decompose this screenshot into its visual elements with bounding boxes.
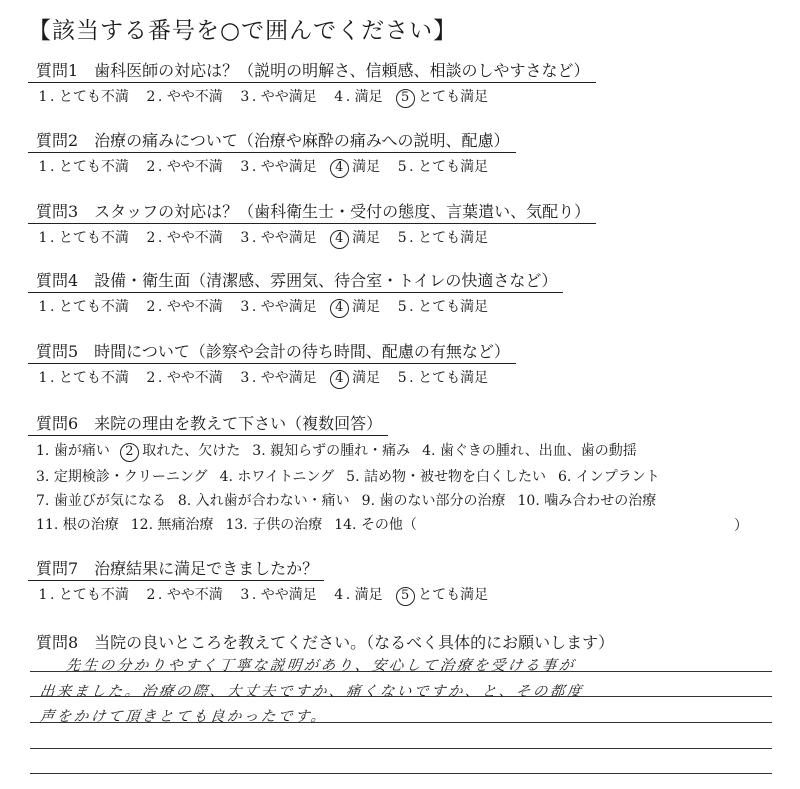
reason-option[interactable]: 10. 噛み合わせの治療 [517,493,657,509]
rating-option[interactable]: 5 . とても満足 [395,156,488,176]
circled-number: 4 [330,230,349,249]
reason-label: 親知らずの腫れ・痛み [270,443,411,459]
reason-label: 定期検診・クリーニング [53,469,208,485]
option-number: 1 [38,159,48,175]
option-label: やや不満 [166,230,223,246]
reason-option[interactable]: 14. その他（ [334,517,417,533]
option-number: 5 [346,469,356,485]
option-number: 2 [146,230,156,246]
question-3-title: 質問3 スタッフの対応は？（歯科衛生士・受付の態度、言葉遣い、気配り） [28,199,596,224]
handwritten-answer-line-1: 先生の分かりやすく丁寧な説明があり、安心して治療を受ける事が [65,658,577,674]
option-label: とても不満 [58,89,129,105]
handwritten-answer-line-2: 出来ました。治療の際、大丈夫ですか、痛くないですか、と、その都度 [39,684,585,700]
option-label: とても不満 [58,587,129,603]
option-label: やや満足 [260,159,317,175]
rating-option[interactable]: 4 . 満足 [332,584,383,604]
option-number: 5 [397,230,407,246]
rating-option[interactable]: 3 . やや満足 [238,296,317,316]
circled-number: 5 [396,587,415,606]
reason-label: 根の治療 [62,517,119,533]
question-6-title: 質問6 来院の理由を教えて下さい（複数回答） [28,411,388,436]
question-4-options [28,296,788,318]
question-2-options [28,156,788,178]
reason-label: 噛み合わせの治療 [544,493,657,509]
reason-label: インプラント [575,469,660,485]
option-number: 9 [361,493,371,509]
reason-label: 歯並びが気になる [53,493,166,509]
reason-option[interactable]: 5. 詰め物・被せ物を白くしたい [346,469,546,485]
question-7 [28,556,788,606]
rating-option-selected[interactable] [398,584,488,606]
option-number: 6 [557,469,567,485]
reason-option[interactable]: 3. 親知らずの腫れ・痛み [252,443,411,459]
option-label: とても不満 [58,370,129,386]
reason-label: 入れ歯が合わない・痛い [195,493,350,509]
rating-option[interactable]: 1 . とても不満 [36,367,129,387]
option-number: 1 [36,443,45,459]
reason-option[interactable]: 6. インプラント [557,469,660,485]
rating-option-selected[interactable] [398,86,488,108]
rating-option-selected[interactable] [332,227,380,249]
question-4 [28,268,788,318]
reason-option[interactable]: 4. 歯ぐきの腫れ、出血、歯の動揺 [422,443,637,459]
option-number: 12 [130,517,149,533]
circled-number: 4 [330,299,349,318]
option-label: とても満足 [418,89,489,105]
option-number: 3 [252,443,262,459]
circled-number: 2 [120,443,139,462]
reason-label: 詰め物・被せ物を白くしたい [363,469,546,485]
rating-option[interactable]: 3 . やや満足 [238,86,317,106]
option-number: 4 [422,443,432,459]
question-3 [28,199,788,249]
option-number: 14 [334,517,353,533]
option-number: 8 [177,493,187,509]
option-number: 11 [36,517,54,533]
option-number: 4 [334,587,344,603]
question-1 [28,58,788,108]
reason-option[interactable]: 9. 歯のない部分の治療 [361,493,506,509]
rating-option[interactable]: 2 . やや不満 [144,367,223,387]
option-label: とても満足 [418,159,489,175]
reason-row [28,440,788,462]
option-label: 満足 [352,299,381,315]
rating-option[interactable]: 2 . やや不満 [144,296,223,316]
reason-option[interactable]: 7. 歯並びが気になる [36,493,166,509]
option-label: とても満足 [418,230,489,246]
rating-option[interactable]: 2 . やや不満 [144,227,223,247]
rating-option[interactable]: 3 . やや満足 [238,227,317,247]
option-label: とても不満 [58,299,129,315]
option-label: やや満足 [260,89,317,105]
option-label: 満足 [352,370,381,386]
reason-option[interactable]: 4. ホワイトニング [219,469,335,485]
rating-option[interactable]: 2 . やや不満 [144,156,223,176]
reason-option[interactable]: 3. 定期検診・クリーニング [36,469,208,485]
reason-option-selected[interactable] [122,440,240,462]
option-number: 3 [240,89,250,105]
option-number: 1 [38,89,48,105]
option-number: 4 [334,89,344,105]
question-3-options [28,227,788,249]
question-6-options [28,440,788,534]
option-label: 満足 [354,89,383,105]
question-6 [28,411,788,534]
rating-option[interactable]: 1 . とても不満 [36,584,129,604]
reason-label: 子供の治療 [252,517,323,533]
reason-option[interactable]: 11. 根の治療 [36,517,119,533]
option-label: やや不満 [166,299,223,315]
reason-row [28,490,788,510]
instruction-header: 【該当する番号を○で囲んでください】 [28,18,458,44]
rating-option[interactable]: 5 . とても満足 [395,296,488,316]
option-number: 3 [240,587,250,603]
circled-number: 4 [330,370,349,389]
question-8 [28,630,788,654]
option-label: やや満足 [260,230,317,246]
other-close-paren: ） [734,518,748,534]
rating-option[interactable]: 1 . とても不満 [36,86,129,106]
option-number: 5 [397,299,407,315]
option-number: 1 [38,299,48,315]
option-number: 5 [397,370,407,386]
option-number: 1 [38,370,48,386]
question-8-title: 質問8 当院の良いところを教えてください。（なるべく具体的にお願いします） [36,633,615,652]
option-number: 2 [146,370,156,386]
option-label: 満足 [352,159,381,175]
rating-option-selected[interactable] [332,296,380,318]
rating-option[interactable]: 1 . とても不満 [36,296,129,316]
answer-line [30,773,772,774]
circled-number: 5 [396,89,415,108]
option-label: やや不満 [166,159,223,175]
rating-option[interactable]: 2 . やや不満 [144,86,223,106]
option-number: 5 [397,159,407,175]
answer-line [30,748,772,749]
reason-option[interactable]: 12. 無痛治療 [130,517,214,533]
option-label: とても不満 [58,230,129,246]
question-4-title: 質問4 設備・衛生面（清潔感、雰囲気、待合室・トイレの快適さなど） [28,268,563,293]
option-number: 3 [36,469,45,485]
reason-label: その他（ [360,517,417,533]
question-5 [28,339,788,389]
option-number: 2 [146,89,156,105]
option-number: 4 [219,469,229,485]
rating-option[interactable]: 1 . とても不満 [36,227,129,247]
option-number: 10 [517,493,536,509]
question-2 [28,128,788,178]
reason-label: 歯が痛い [53,443,110,459]
option-label: 満足 [352,230,381,246]
rating-option-selected[interactable] [332,367,380,389]
question-2-title: 質問2 治療の痛みについて（治療や麻酔の痛みへの説明、配慮） [28,128,516,153]
rating-option[interactable]: 1 . とても不満 [36,156,129,176]
option-label: やや不満 [166,89,223,105]
option-number: 2 [146,299,156,315]
option-number: 3 [240,230,250,246]
rating-option[interactable]: 3 . やや満足 [238,367,317,387]
option-label: とても満足 [418,587,489,603]
option-number: 3 [240,370,250,386]
option-label: 満足 [354,587,383,603]
reason-option[interactable]: 1. 歯が痛い [36,443,110,459]
option-label: やや満足 [260,299,317,315]
reason-option[interactable]: 8. 入れ歯が合わない・痛い [177,493,350,509]
rating-option[interactable]: 4 . 満足 [332,86,383,106]
option-label: やや満足 [260,587,317,603]
reason-label: ホワイトニング [237,469,335,485]
reason-label: 取れた、欠けた [142,443,241,459]
question-1-options [28,86,788,108]
option-number: 2 [146,159,156,175]
circled-number: 4 [330,159,349,178]
option-label: やや不満 [166,587,223,603]
reason-row [28,466,788,486]
handwritten-answer-line-3: 声をかけて頂きとても良かったです。 [39,709,329,725]
reason-option[interactable]: 13. 子供の治療 [225,517,323,533]
reason-label: 歯ぐきの腫れ、出血、歯の動揺 [439,443,637,459]
question-1-title: 質問1 歯科医師の対応は？（説明の明解さ、信頼感、相談のしやすさなど） [28,58,596,83]
option-label: やや満足 [260,370,317,386]
option-number: 3 [240,299,250,315]
option-number: 1 [38,230,48,246]
option-number: 7 [36,493,45,509]
option-label: とても不満 [58,159,129,175]
rating-option[interactable]: 2 . やや不満 [144,584,223,604]
question-5-title: 質問5 時間について（診察や会計の待ち時間、配慮の有無など） [28,339,516,364]
rating-option[interactable]: 3 . やや満足 [238,584,317,604]
option-number: 3 [240,159,250,175]
rating-option-selected[interactable] [332,156,380,178]
question-5-options [28,367,788,389]
reason-label: 歯のない部分の治療 [379,493,506,509]
option-number: 1 [38,587,48,603]
option-number: 13 [225,517,244,533]
rating-option[interactable]: 5 . とても満足 [395,227,488,247]
option-label: とても満足 [418,299,489,315]
question-7-options [28,584,788,606]
reason-label: 無痛治療 [157,517,214,533]
option-label: やや不満 [166,370,223,386]
option-number: 2 [146,587,156,603]
question-7-title: 質問7 治療結果に満足できましたか？ [28,556,324,581]
reason-row [28,514,788,534]
rating-option[interactable]: 5 . とても満足 [395,367,488,387]
option-label: とても満足 [418,370,489,386]
rating-option[interactable]: 3 . やや満足 [238,156,317,176]
